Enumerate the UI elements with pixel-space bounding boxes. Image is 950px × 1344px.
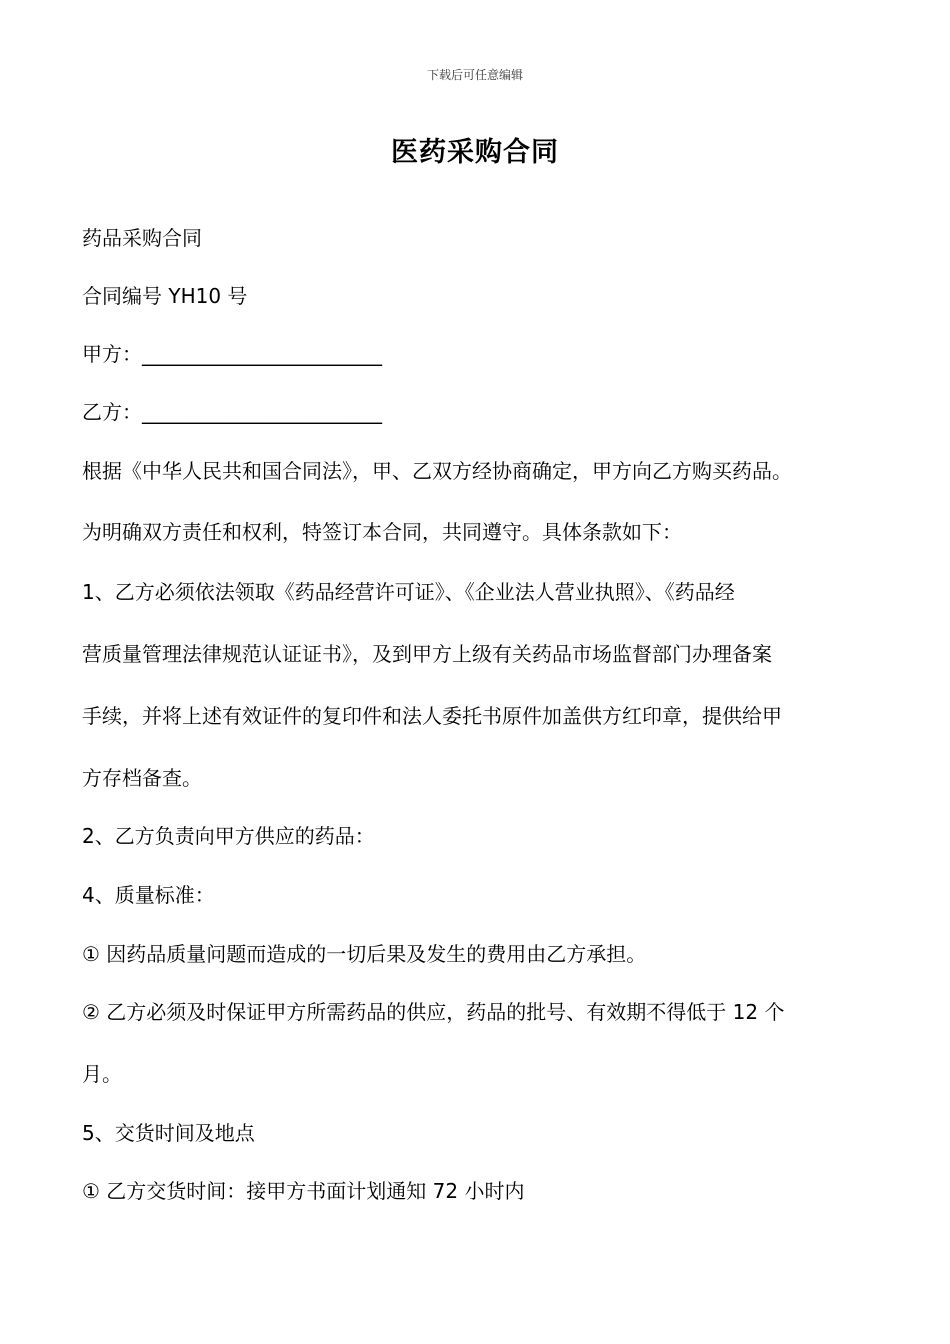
clause-1-line: 方存档备查。 [82,766,202,790]
document-title: 医药采购合同 [391,137,559,168]
header-note: 下载后可任意编辑 [426,68,523,82]
party-b-line: 乙方：________________________ [82,400,382,424]
clause-4-item-2: ② 乙方必须及时保证甲方所需药品的供应，药品的批号、有效期不得低于 12 个 [82,1000,785,1024]
doc-subtitle: 药品采购合同 [82,226,202,250]
clause-5-heading: 5、交货时间及地点 [82,1121,255,1145]
clause-1-line: 营质量管理法律规范认证证书》，及到甲方上级有关药品市场监督部门办理备案 [82,642,772,666]
clause-4-item-2: 月。 [82,1062,122,1086]
clause-1-line: 1、乙方必须依法领取《药品经营许可证》、《企业法人营业执照》、《药品经 [82,580,735,604]
paragraph-line: 为明确双方责任和权利，特签订本合同，共同遵守。具体条款如下： [82,520,682,544]
contract-number: 合同编号 YH10 号 [82,284,248,308]
clause-4-item-1: ① 因药品质量问题而造成的一切后果及发生的费用由乙方承担。 [82,942,647,966]
clause-4-heading: 4、质量标准： [82,883,215,907]
clause-2-line: 2、乙方负责向甲方供应的药品： [82,824,375,848]
clause-5-item-1: ① 乙方交货时间：接甲方书面计划通知 72 小时内 [82,1179,525,1203]
party-a-line: 甲方：________________________ [82,342,382,366]
clause-1-line: 手续，并将上述有效证件的复印件和法人委托书原件加盖供方红印章，提供给甲 [82,704,782,728]
paragraph-line: 根据《中华人民共和国合同法》，甲、乙双方经协商确定，甲方向乙方购买药品。 [82,459,792,483]
